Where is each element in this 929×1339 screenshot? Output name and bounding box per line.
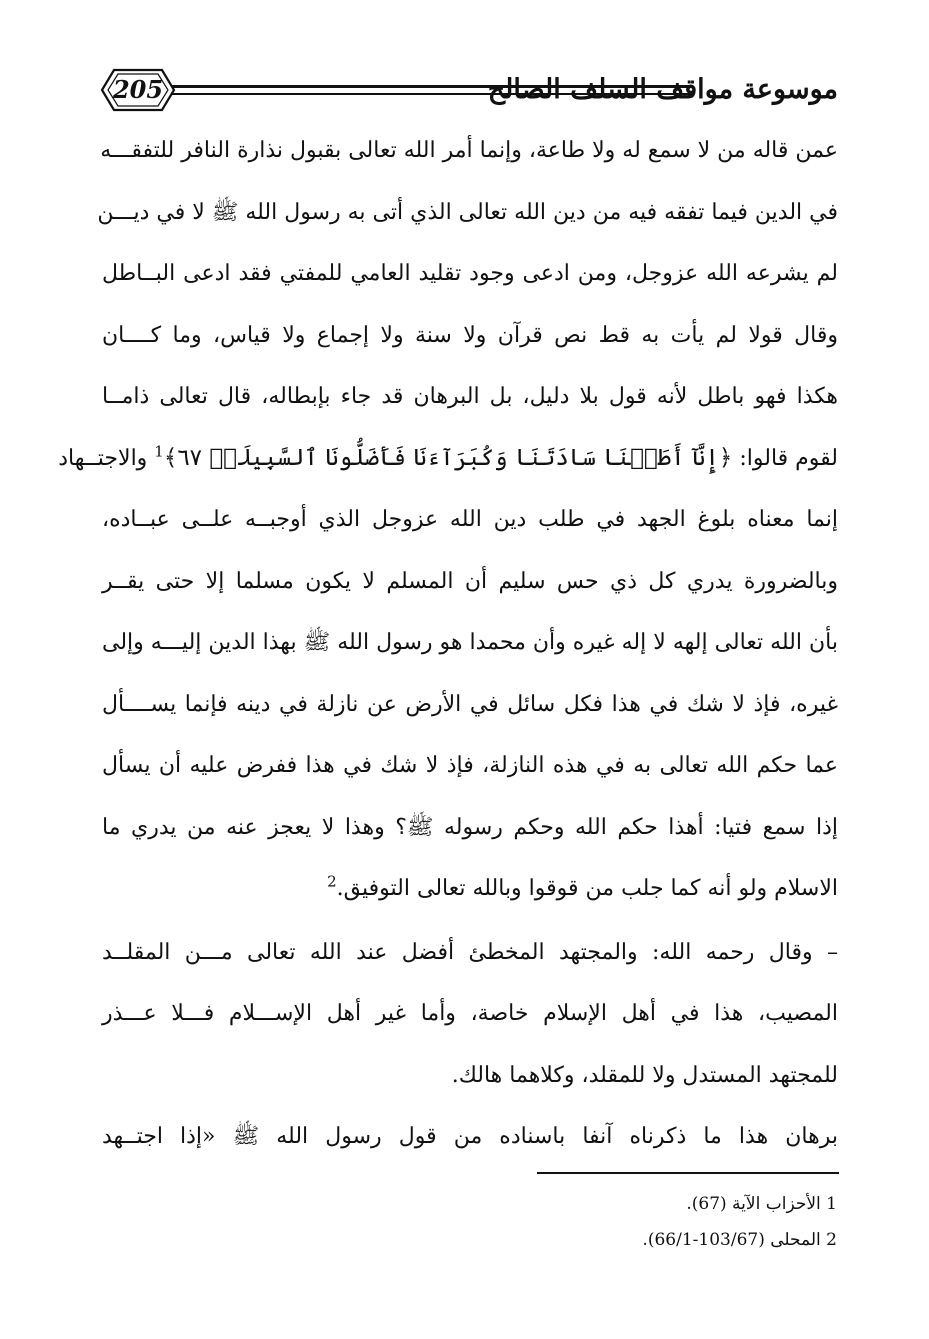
book-title: موسوعة مواقف السلف الصالح bbox=[487, 74, 838, 105]
text-line-paragraph-end bbox=[102, 858, 838, 920]
text-line: المصيب، هذا في أهل الإسلام خاصة، وأما غير أهل الإســـلام فـــلا عـــذر bbox=[102, 1001, 838, 1026]
text-line-12: الاسلام ولو أنه كما جلب من قوقوا وبالله تعالى التوفيق. bbox=[336, 876, 838, 901]
page-header bbox=[100, 62, 838, 124]
footnote-1: 1 الأحزاب الآية (67). bbox=[686, 1194, 837, 1214]
text-line: عما حكم الله تعالى به في هذه النازلة، فإذ لا شك في هذا ففرض عليه أن يسأل bbox=[102, 753, 838, 778]
text-line: برهان هذا ما ذكرناه آنفا باسناده من قول رسول الله ﷺ «إذا اجتــهد bbox=[102, 1124, 838, 1149]
text-line: بأن الله تعالى إلهه لا إله غيره وأن محمدا هو رسول الله ﷺ بهذا الدين إليـــه وإلى bbox=[102, 630, 838, 655]
quran-line-continuation: والاجتــهاد bbox=[58, 445, 155, 471]
quran-verse: ﴿إِنَّآ أَطَعۡنَا سَادَتَنَا وَكُبَرَآءَنَا فَأَضَلُّونَا ٱلسَّبِيلَا۠ ٦٧﴾ bbox=[163, 444, 733, 471]
text-line: إذا سمع فتيا: أهذا حكم الله وحكم رسوله ﷺ؟ وهذا لا يعجز عنه من يدري ما bbox=[102, 814, 838, 840]
quran-line-intro: لقوم قالوا: bbox=[732, 445, 838, 471]
footnote-ref-2: 2 bbox=[327, 872, 337, 891]
text-line: في الدين فيما تفقه فيه من دين الله تعالى الذي أتى به رسول الله ﷺ لا في ديـــن bbox=[97, 199, 838, 225]
text-line: وقال قولا لم يأت به قط نص قرآن ولا سنة ولا إجماع ولا قياس، وما كــــان bbox=[102, 322, 838, 348]
page-number: 205 bbox=[112, 75, 164, 104]
footnote-separator bbox=[537, 1172, 839, 1174]
text-line: – وقال رحمه الله: والمجتهد المخطئ أفضل عند الله تعالى مـــن المقلــد bbox=[102, 939, 838, 965]
text-line: للمجتهد المستدل ولا للمقلد، وكلاهما هالك. bbox=[451, 1062, 838, 1088]
main-text bbox=[58, 120, 838, 1168]
text-line: لم يشرعه الله عزوجل، ومن ادعى وجود تقليد العامي للمفتي فقد ادعى البــاطل bbox=[102, 261, 838, 286]
text-line: هكذا فهو باطل لأنه قول بلا دليل، بل البرهان قد جاء بإبطاله، قال تعالى ذامــا bbox=[102, 384, 838, 409]
footnotes bbox=[437, 1186, 837, 1258]
footnote-ref-1: 1 bbox=[154, 442, 164, 461]
page-number-badge bbox=[100, 68, 176, 112]
footnote-2: 2 المحلى (103/67-66/1). bbox=[642, 1230, 837, 1250]
text-line: وبالضرورة يدري كل ذي حس سليم أن المسلم لا يكون مسلما إلا حتى يقــر bbox=[102, 568, 838, 594]
text-line: إنما معناه بلوغ الجهد في طلب دين الله عزوجل الذي أوجبــه علــى عبــاده، bbox=[102, 507, 838, 532]
text-line: عمن قاله من لا سمع له ولا طاعة، وإنما أمر الله تعالى بقبول نذارة النافر للتفقـــه bbox=[100, 138, 838, 163]
text-line: غيره، فإذ لا شك في هذا فكل سائل في الأرض عن نازلة في دينه فإنما يســــأل bbox=[102, 691, 838, 717]
quran-line bbox=[58, 428, 838, 490]
